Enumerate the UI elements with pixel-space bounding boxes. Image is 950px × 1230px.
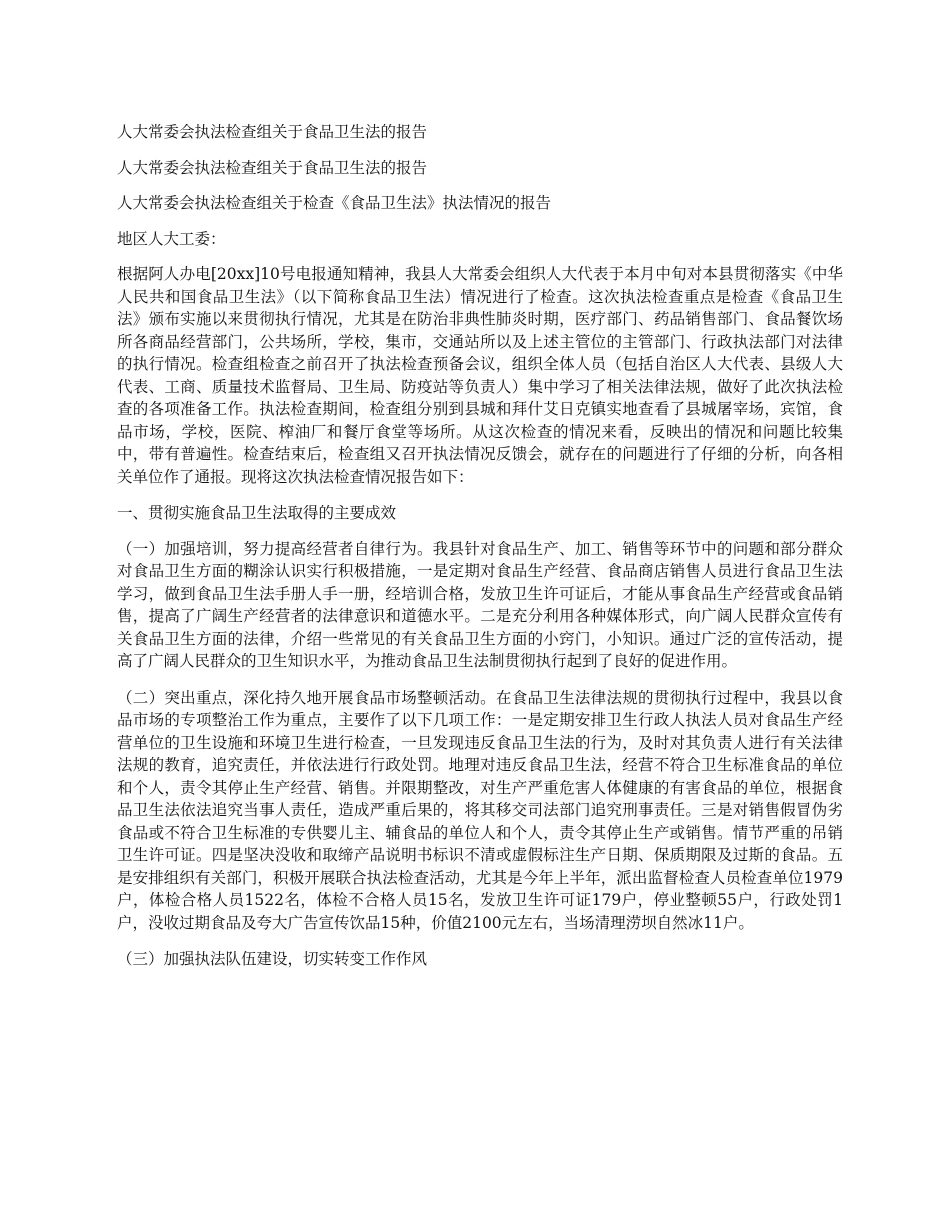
document-title-2: 人大常委会执法检查组关于食品卫生法的报告 xyxy=(117,158,428,177)
item-paragraph-2: （二）突出重点，深化持久地开展食品市场整顿活动。在食品卫生法律法规的贯彻执行过程中，我县以食品市场的专项整治工作为重点，主要作了以下几项工作：一是定期安排卫生行政人执法人员对食品生产经营单位的卫生设施和环境卫生进行检查，一旦发现违反食品卫生法的行为，及时对其负责人进行有关法律法规的教育，追究责任，并依法进行行政处罚。地理对违反食品卫生法，经营不符合卫生标准食品的单位和个人，责令其停止生产经营、销售。并限期整改，对生产严重危害人体健康的有害食品的单位，根据食品卫生法依法追究当事人责任，造成严重后果的，将其移交司法部门追究刑事责任。三是对销售假冒伪劣食品或不符合卫生标准的专供婴儿主、辅食品的单位人和个人，责令其停止生产或销售。情节严重的吊销卫生许可证。四是坚决没收和取缔产品说明书标识不清或虚假标注生产日期、保质期限及过斯的食品。五是安排组织有关部门，积极开展联合执法检查活动，尤其是今年上半年，派出监督检查人员检查单位1979户，体检合格人员1522名，体检不合格人员15名，发放卫生许可证179户，停业整顿55户，行政处罚1户，没收过期食品及夸大广告宣传饮品15种，价值2100元左右，当场清理涝坝自然冰11户。 xyxy=(117,688,843,932)
item-paragraph-1: （一）加强培训，努力提高经营者自律行为。我县针对食品生产、加工、销售等环节中的问题和部分群众对食品卫生方面的糊涂认识实行积极措施，一是定期对食品生产经营、食品商店销售人员进行食品卫生法学习，做到食品卫生法手册人手一册，经培训合格，发放卫生许可证后，才能从事食品生产经营或食品销售，提高了广阔生产经营者的法律意识和道德水平。二是充分利用各种媒体形式，向广阔人民群众宣传有关食品卫生方面的法律，介绍一些常见的有关食品卫生方面的小窍门，小知识。通过广泛的宣传活动，提高了广阔人民群众的卫生知识水平，为推动食品卫生法制贯彻执行起到了良好的促进作用。 xyxy=(117,539,843,670)
item-heading-3: （三）加强执法队伍建设，切实转变工作作风 xyxy=(117,950,428,968)
intro-paragraph: 根据阿人办电[20xx]10号电报通知精神，我县人大常委会组织人大代表于本月中旬对本县贯彻落实《中华人民共和国食品卫生法》（以下简称食品卫生法）情况进行了检查。这次执法检查重点是检查《食品卫生法》颁布实施以来贯彻执行情况，尤其是在防治非典性肺炎时期，医疗部门、药品销售部门、食品餐饮场所各商品经营部门，公共场所，学校，集市，交通站所以及上述主管位的主管部门、行政执法部门对法律的执行情况。检查组检查之前召开了执法检查预备会议，组织全体人员（包括自治区人大代表、县级人大代表、工商、质量技术监督局、卫生局、防疫站等负责人）集中学习了相关法律法规，做好了此次执法检查的各项准备工作。执法检查期间，检查组分别到县城和拜什艾日克镇实地查看了县城屠宰场，宾馆，食品市场，学校，医院、榨油厂和餐厅食堂等场所。从这次检查的情况来看，反映出的情况和问题比较集中，带有普遍性。检查结束后，检查组又召开执法情况反馈会，就存在的问题进行了仔细的分析，向各相关单位作了通报。现将这次执法检查情况报告如下： xyxy=(117,265,843,486)
document-title-3: 人大常委会执法检查组关于检查《食品卫生法》执法情况的报告 xyxy=(117,194,552,212)
salutation: 地区人大工委： xyxy=(117,229,226,248)
section-heading-1: 一、贯彻实施食品卫生法取得的主要成效 xyxy=(117,504,397,522)
document-page xyxy=(117,121,843,984)
document-title-1: 人大常委会执法检查组关于食品卫生法的报告 xyxy=(117,123,428,141)
